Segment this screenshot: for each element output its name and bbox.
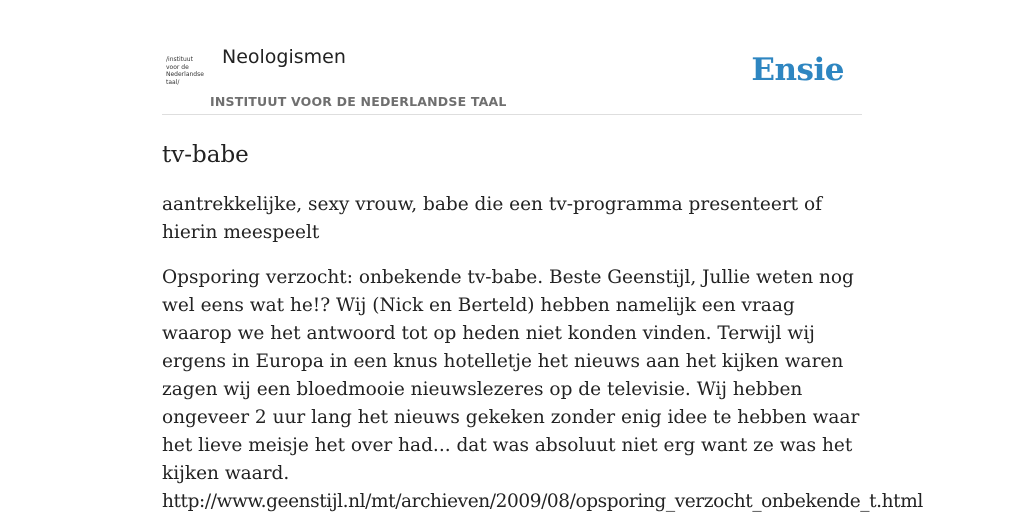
ivdnt-logo[interactable] xyxy=(166,56,210,86)
entry-example xyxy=(162,264,923,516)
ensie-logo[interactable]: Ensie xyxy=(751,52,844,88)
page-header xyxy=(162,40,862,115)
logo-text-line: /instituut xyxy=(166,56,193,63)
logo-text-line: Nederlandse xyxy=(166,71,204,78)
logo-text-line: taal/ xyxy=(166,78,180,86)
source-subtitle: INSTITUUT VOOR DE NEDERLANDSE TAAL xyxy=(210,94,507,109)
source-title-link[interactable]: Neologismen xyxy=(222,46,346,68)
example-quote: Opsporing verzocht: onbekende tv-babe. Beste Geenstijl, Jullie weten nog wel eens wat he!? Wij (Nick en Berteld) hebben namelijk een vraag waarop we het antwoord tot op heden niet konden vinden. Terwijl wij ergens in Europa in een knus hotelletje het nieuws aan het kijken waren zagen wij een bloedmooie nieuwslezeres op de televisie. Wij hebben ongeveer 2 uur lang het nieuws gekeken zonder enig idee te hebben waar het lieve meisje het over had... dat was absoluut niet erg want ze was het kijken waard. xyxy=(162,267,860,484)
entry-content xyxy=(162,138,923,516)
entry-term: tv-babe xyxy=(162,142,249,168)
logo-text-line: voor de xyxy=(166,63,189,71)
source-url-link[interactable]: http://www.geenstijl.nl/mt/archieven/2009/08/opsporing_verzocht_onbekende_t.html xyxy=(162,491,923,512)
entry-definition: aantrekkelijke, sexy vrouw, babe die een tv-programma presenteert of hierin meespeelt xyxy=(162,194,822,243)
